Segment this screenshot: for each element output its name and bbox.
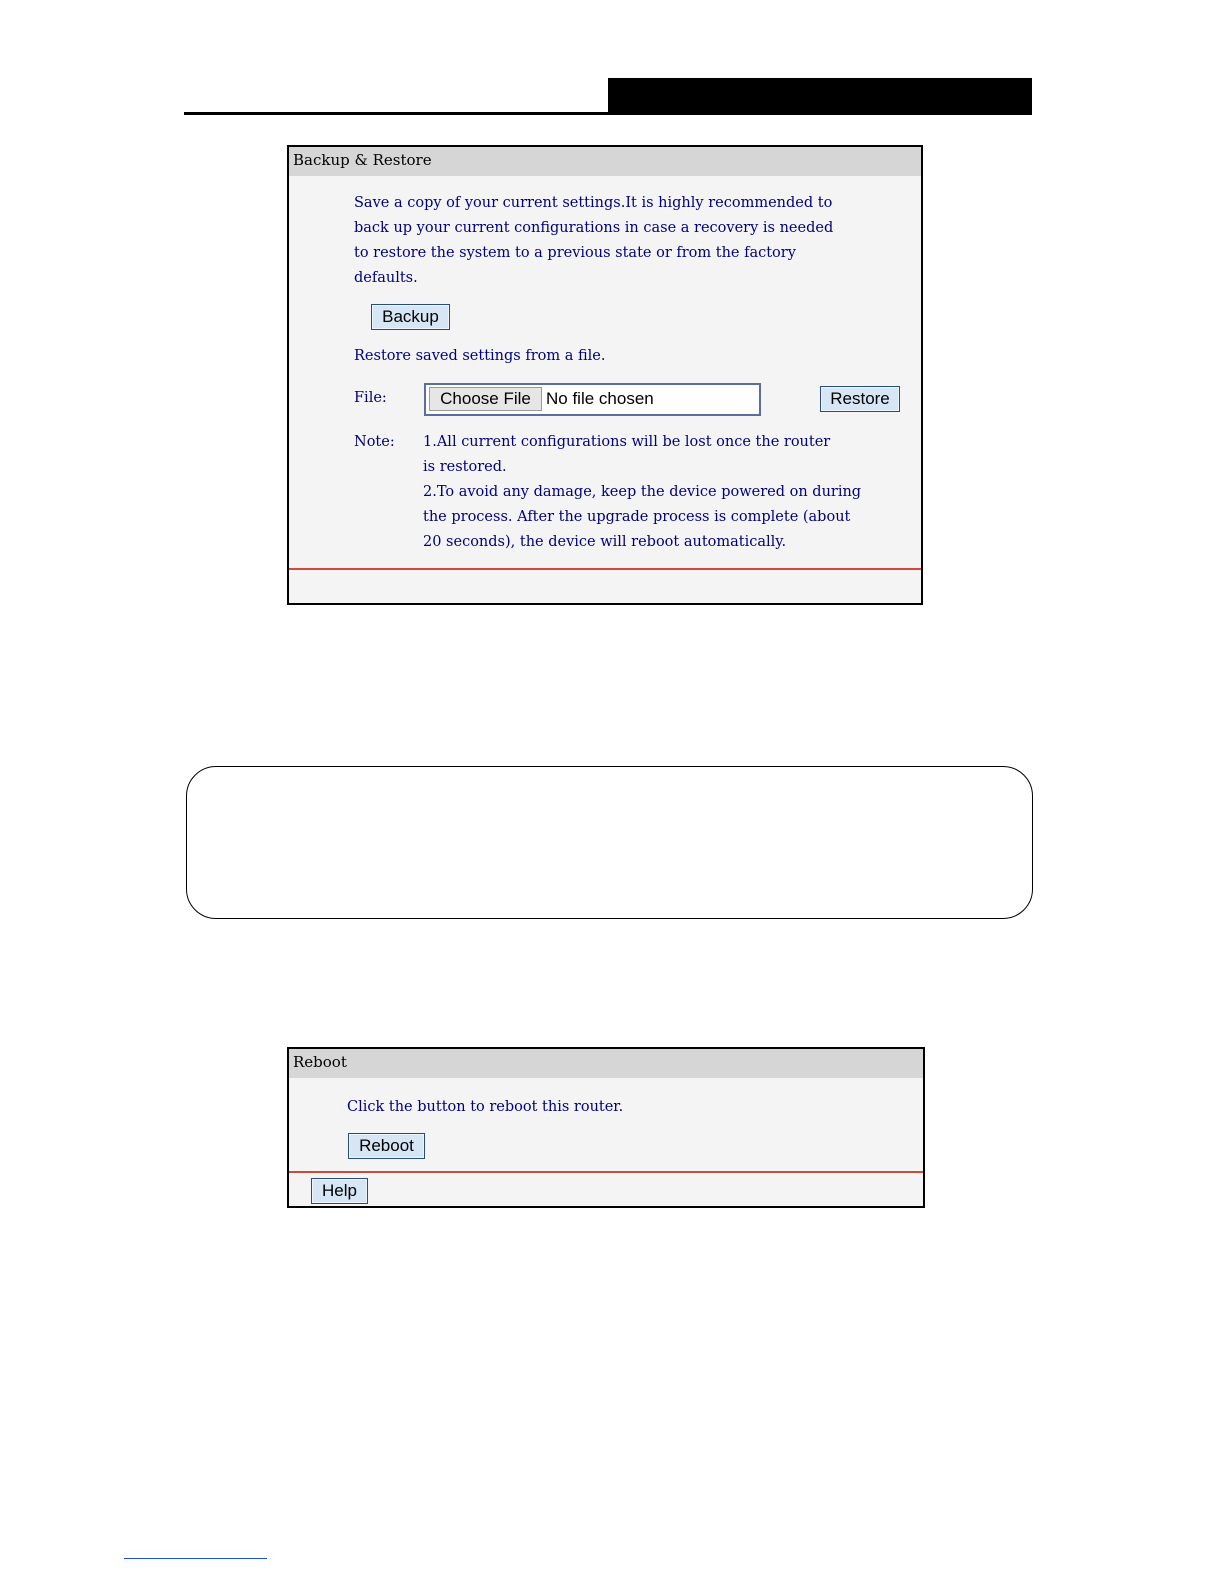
panel-title: Backup & Restore bbox=[289, 147, 921, 176]
file-label: File: bbox=[354, 390, 387, 406]
page-header-bar bbox=[608, 78, 1032, 115]
note-line: the process. After the upgrade process is complete (about bbox=[423, 509, 851, 525]
description-line: Save a copy of your current settings.It is highly recommended to bbox=[354, 195, 833, 211]
file-status: No file chosen bbox=[546, 389, 654, 408]
help-button[interactable]: Help bbox=[311, 1178, 368, 1204]
reboot-button[interactable]: Reboot bbox=[348, 1133, 425, 1159]
page-header-rule bbox=[184, 112, 1032, 115]
description-line: back up your current configurations in case a recovery is needed bbox=[354, 220, 834, 236]
note-line: 20 seconds), the device will reboot automatically. bbox=[423, 534, 787, 550]
backup-button[interactable]: Backup bbox=[371, 304, 450, 330]
description-line: defaults. bbox=[354, 270, 418, 286]
backup-restore-panel bbox=[287, 145, 923, 605]
choose-file-button[interactable]: Choose File bbox=[429, 387, 542, 411]
note-label: Note: bbox=[354, 434, 395, 450]
note-line: 2.To avoid any damage, keep the device powered on during bbox=[423, 484, 862, 500]
file-input[interactable] bbox=[424, 383, 761, 416]
note-line: is restored. bbox=[423, 459, 507, 475]
restore-button[interactable]: Restore bbox=[820, 386, 900, 412]
reboot-panel bbox=[287, 1047, 925, 1208]
separator-line bbox=[289, 568, 921, 570]
description-line: to restore the system to a previous state or from the factory bbox=[354, 245, 796, 261]
reboot-description: Click the button to reboot this router. bbox=[347, 1099, 624, 1115]
note-box bbox=[186, 766, 1033, 919]
separator-line bbox=[289, 1171, 923, 1173]
panel-title: Reboot bbox=[289, 1049, 923, 1078]
note-line: 1.All current configurations will be lost once the router bbox=[423, 434, 831, 450]
footer-link-rule bbox=[124, 1558, 267, 1559]
restore-instruction: Restore saved settings from a file. bbox=[354, 348, 606, 364]
